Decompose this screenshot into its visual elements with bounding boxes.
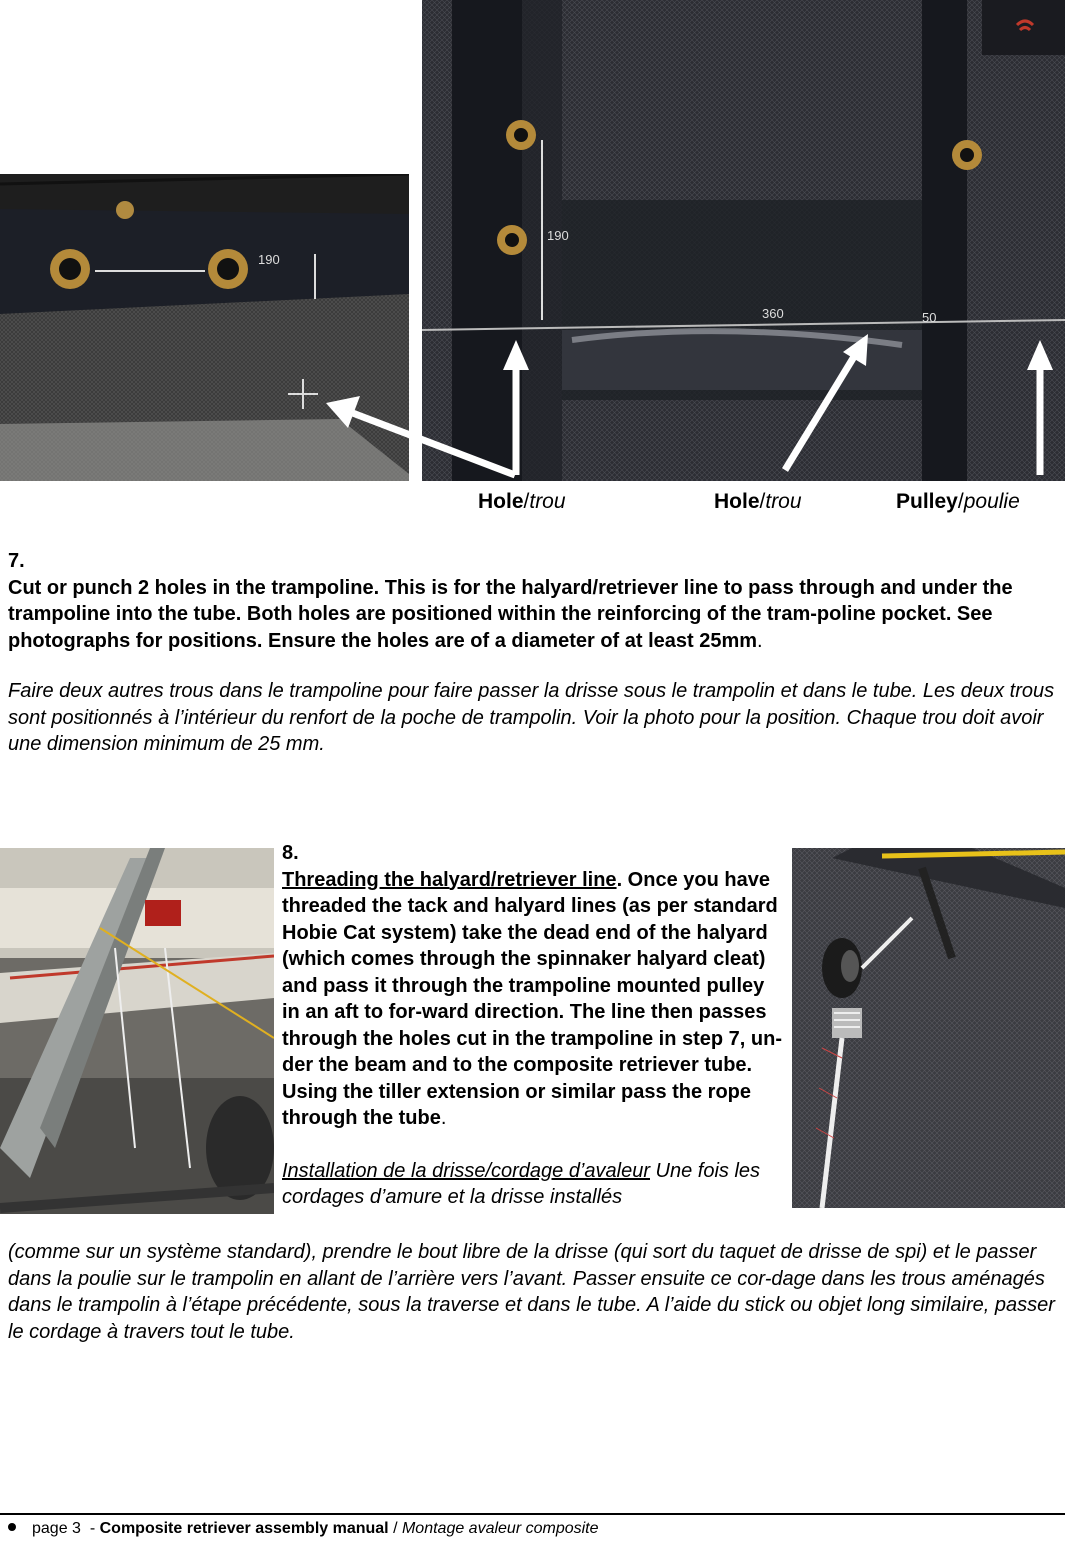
caption-hole-1-en: Hole: [478, 490, 524, 513]
photo-mark-190-b: 190: [547, 228, 569, 243]
photo-mark-190-a: 190: [258, 252, 280, 267]
step-8-text-en-end: .: [440, 1107, 447, 1129]
step-8-text-fr-start: [282, 1158, 762, 1211]
caption-hole-1: [478, 490, 566, 514]
photo-mark-50: 50: [922, 310, 937, 325]
step-7-text-en-body: Cut or punch 2 holes in the trampoline. This is for the halyard/retriever line to pass through and under the trampoline into the tube. Both holes are positioned within the reinforcing of the tram-poline pocket. See photographs for positions. Ensure the holes are of a diameter of at least 25mm: [8, 576, 1013, 652]
step-8-title-fr: Installation de la drisse/cordage d’avaleur: [282, 1159, 650, 1182]
footer-divider: [0, 1513, 1065, 1515]
photo-boat-trailer: [0, 848, 274, 1214]
pointer-arrows: [0, 0, 1065, 481]
caption-hole-1-fr: trou: [529, 490, 566, 513]
footer-slash: /: [388, 1520, 402, 1537]
photo-pulley: [792, 848, 1065, 1208]
step-8: [282, 840, 787, 1211]
footer-page: page 3: [32, 1520, 81, 1537]
step-8-text-en: [282, 867, 787, 1132]
caption-hole-2: [714, 490, 802, 514]
step-8-text-fr-rest: (comme sur un système standard), prendre le bout libre de la drisse (qui sort du taquet de drisse de spi) et le passer dans la poulie sur le trampolin en allant de l’arrière vers l’avant. Passer ensuite ce cor-dage dans les trous aménagés dans le trampolin à l’étape précédente, sous la traverse et dans le tube. A l’aide du stick ou objet long similaire, passer le cordage à travers tout le tube.: [8, 1241, 1055, 1343]
caption-slash: /: [759, 490, 766, 513]
caption-slash: /: [957, 490, 964, 513]
photo-mark-360: 360: [762, 306, 784, 321]
footer-title-en: Composite retriever assembly manual: [99, 1520, 389, 1537]
bullet-icon: [8, 1523, 16, 1531]
step-7-text-fr: Faire deux autres trous dans le trampoline pour faire passer la drisse sous le trampolin et dans le tube. Les deux trous sont positionnés à l’intérieur du renfort de la poche de trampolin. Voir la photo pour la position. Chaque trou doit avoir une dimension minimum de 25 mm.: [8, 680, 1055, 755]
caption-pulley-fr: poulie: [963, 490, 1020, 513]
step-8-title-en: Threading the halyard/retriever line: [282, 868, 617, 891]
caption-slash: /: [523, 490, 530, 513]
step-8-text-fr-lead: Une fois les cordages d’amure et la drisse installés: [282, 1159, 761, 1208]
step-7-text-en: [8, 575, 1060, 655]
caption-hole-2-fr: trou: [765, 490, 802, 513]
footer-title-fr: Montage avaleur composite: [401, 1520, 599, 1537]
caption-hole-2-en: Hole: [714, 490, 760, 513]
caption-pulley-en: Pulley: [896, 490, 958, 513]
step-7-text-en-end: .: [757, 629, 763, 652]
footer: [8, 1520, 599, 1538]
step-7-number: 7.: [8, 550, 25, 572]
step-8-number: 8.: [282, 842, 299, 864]
caption-pulley: [896, 490, 1020, 514]
step-8-text-en-body: . Once you have threaded the tack and halyard lines (as per standard Hobie Cat system) take the dead end of the halyard (which comes through the spinnaker halyard cleat) and pass it through the trampoline mounted pulley in an aft to for-ward direction. The line then passes through the holes cut in the trampoline in step 7, un-der the beam and to the composite retriever tube. Using the tiller extension or similar pass the rope through the tube: [282, 868, 783, 1129]
footer-sep: -: [80, 1520, 100, 1537]
step-7: [8, 548, 1060, 758]
